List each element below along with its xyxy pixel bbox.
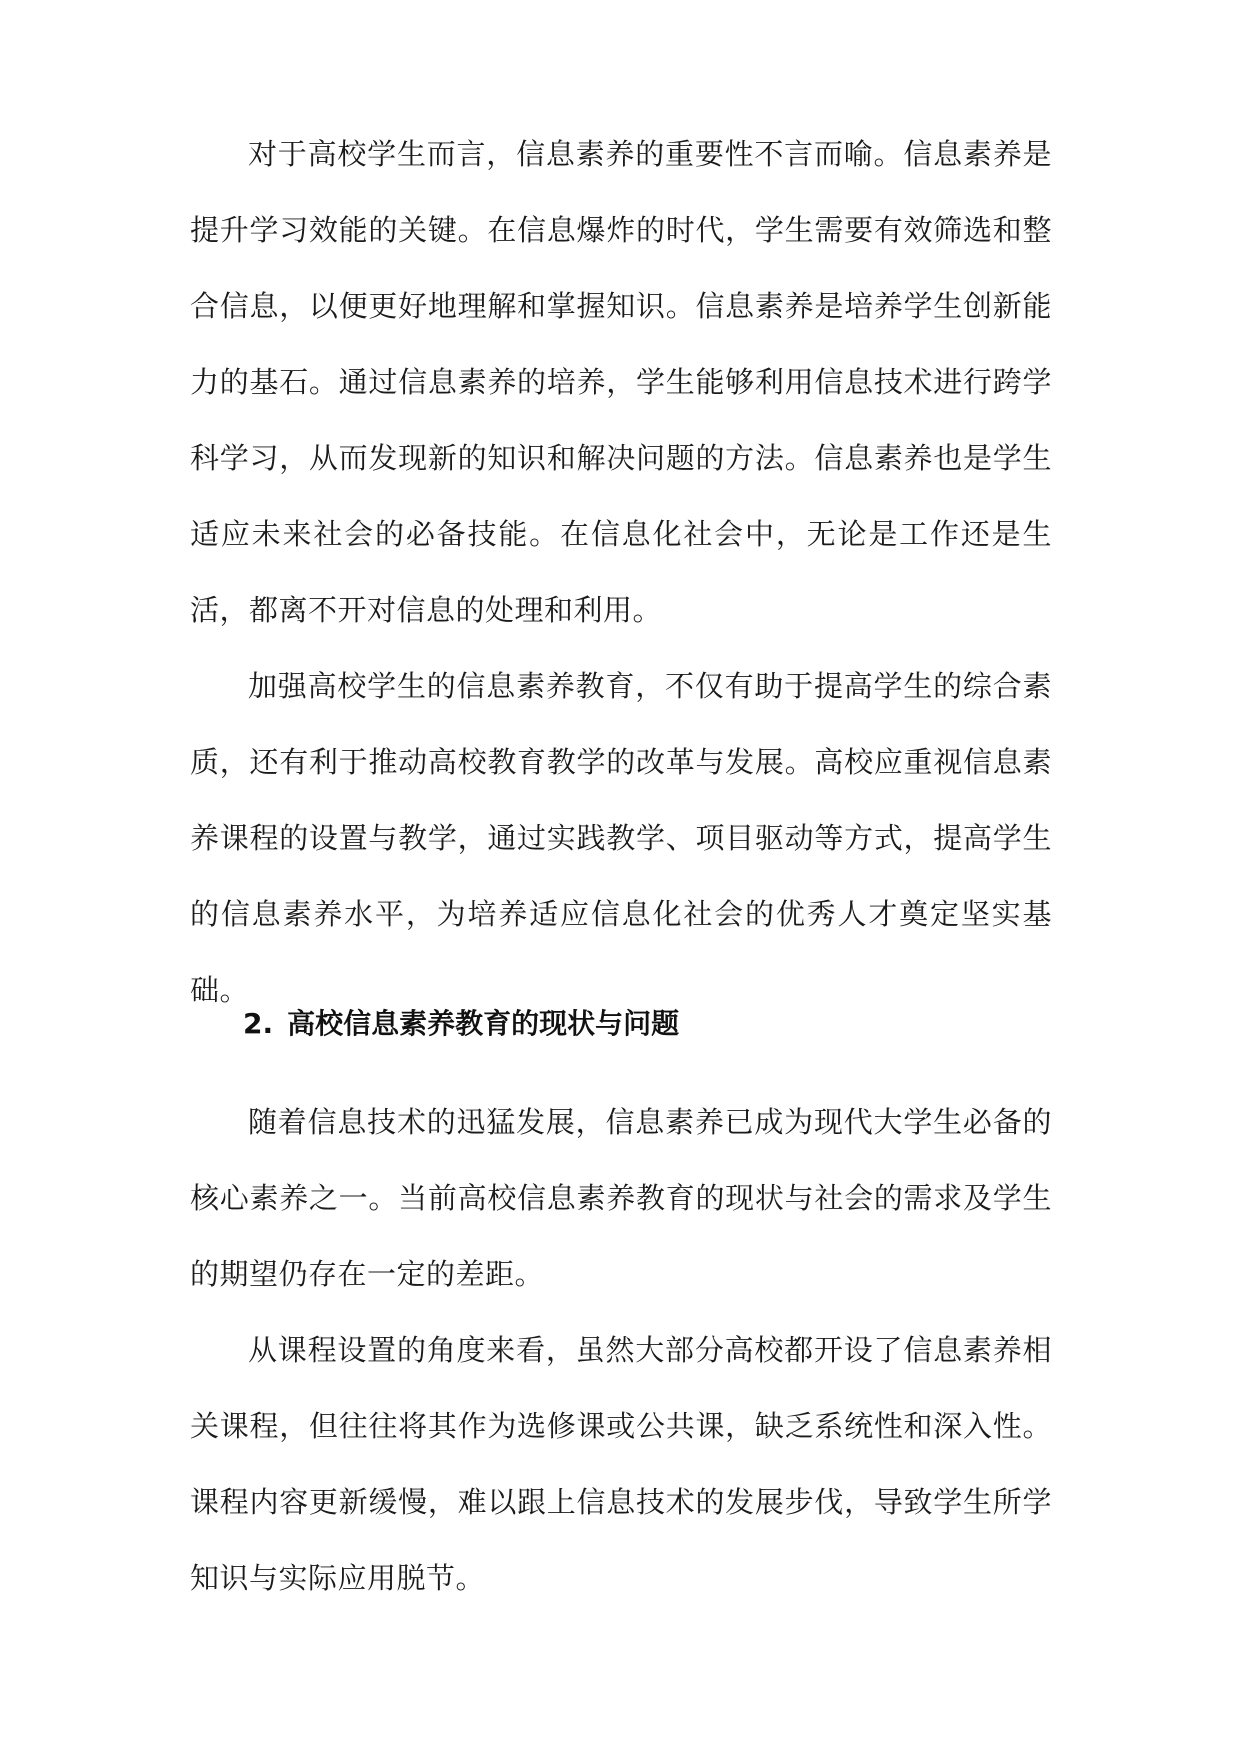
section-heading bbox=[243, 1004, 1043, 1044]
body-section-before-heading bbox=[190, 116, 1052, 1028]
paragraph-current-status: 随着信息技术的迅猛发展，信息素养已成为现代大学生必备的核心素养之一。当前高校信息素养教育的现状与社会的需求及学生的期望仍存在一定的差距。 bbox=[190, 1105, 1052, 1291]
paragraph-curriculum-issues: 从课程设置的角度来看，虽然大部分高校都开设了信息素养相关课程，但往往将其作为选修课或公共课，缺乏系统性和深入性。课程内容更新缓慢，难以跟上信息技术的发展步伐，导致学生所学知识与实际应用脱节。 bbox=[190, 1333, 1052, 1595]
section-number: 2. bbox=[243, 1007, 274, 1040]
paragraph-info-literacy-importance: 对于高校学生而言，信息素养的重要性不言而喻。信息素养是提升学习效能的关键。在信息爆炸的时代，学生需要有效筛选和整合信息，以便更好地理解和掌握知识。信息素养是培养学生创新能力的基石。通过信息素养的培养，学生能够利用信息技术进行跨学科学习，从而发现新的知识和解决问题的方法。信息素养也是学生适应未来社会的必备技能。在信息化社会中，无论是工作还是生活，都离不开对信息的处理和利用。 bbox=[190, 137, 1052, 627]
section-title: 高校信息素养教育的现状与问题 bbox=[287, 1007, 680, 1040]
paragraph-strengthen-education: 加强高校学生的信息素养教育，不仅有助于提高学生的综合素质，还有利于推动高校教育教学的改革与发展。高校应重视信息素养课程的设置与教学，通过实践教学、项目驱动等方式，提高学生的信息素养水平，为培养适应信息化社会的优秀人才奠定坚实基础。 bbox=[190, 669, 1052, 1007]
body-section-after-heading bbox=[190, 1084, 1052, 1616]
